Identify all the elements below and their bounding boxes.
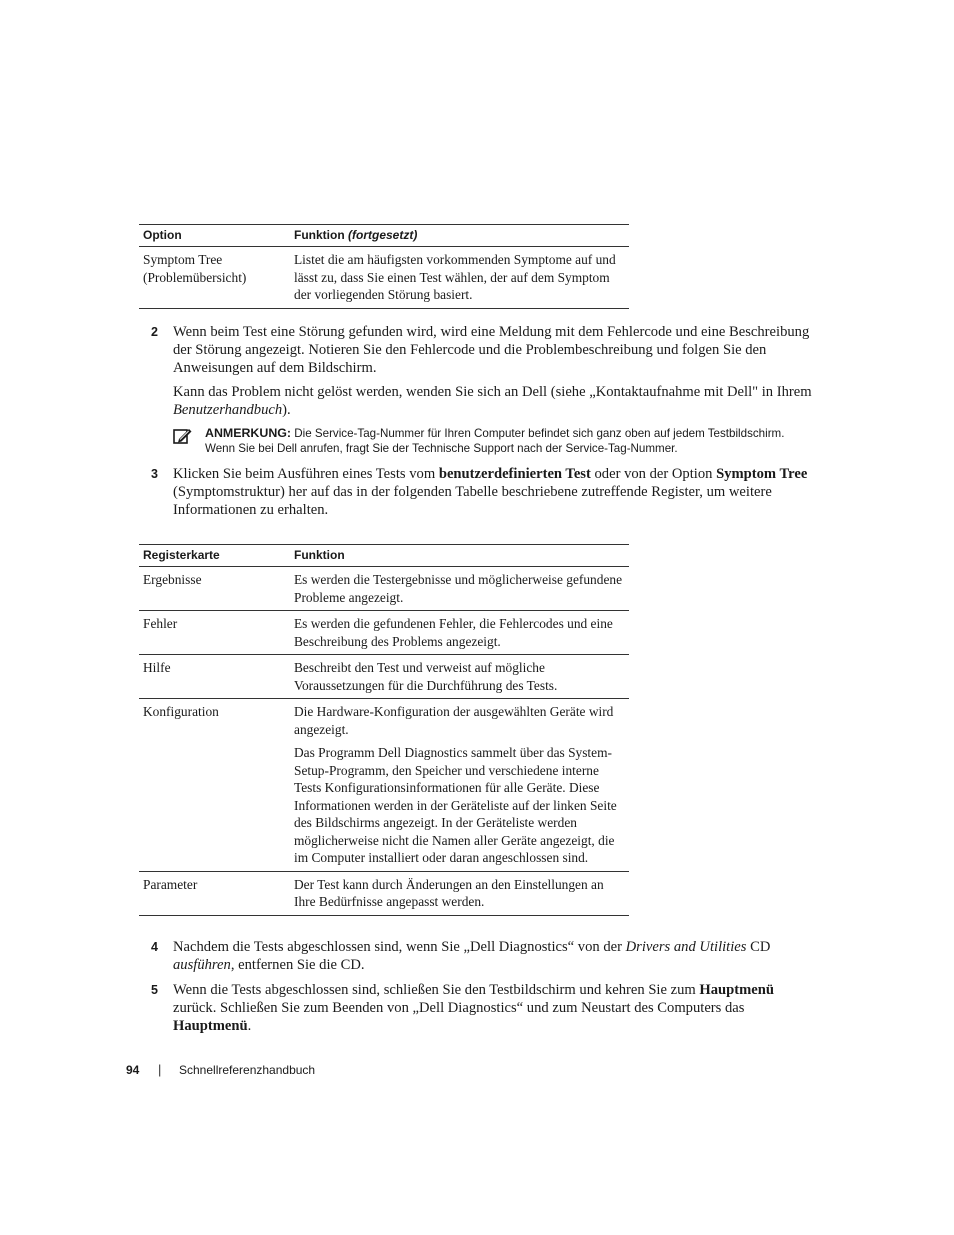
function-cell [290,699,629,872]
step-number: 5 [151,983,158,997]
function-cell [290,655,629,699]
step-text [173,465,816,519]
step-5 [151,981,816,1035]
text-segment: CD [746,939,771,955]
step-4 [151,938,816,974]
column-header-continued: (fortgesetzt) [348,228,418,242]
table-row [139,699,629,872]
function-text: Der Test kann durch Änderungen an den Einstellungen an Ihre Bedürfnisse angepasst werden. [294,876,604,909]
step-text [173,938,816,974]
step-number: 4 [151,940,158,954]
text-segment: Kann das Problem nicht gelöst werden, wenden Sie sich an Dell (siehe „Kontaktaufnahme mit Dell" in Ihrem [173,384,812,400]
emphasis: ausführen [173,957,231,973]
function-text: Die Hardware-Konfiguration der ausgewählten Geräte wird angezeigt. [294,704,614,737]
tab-cell: Parameter [139,871,290,915]
text-segment: Nachdem die Tests abgeschlossen sind, wenn Sie „Dell Diagnostics“ von der [173,939,626,955]
note-label: ANMERKUNG: [205,426,292,440]
tab-cell: Fehler [139,611,290,655]
table-header-row [139,545,629,567]
menu-name: Hauptmenü [699,982,774,998]
step-text: Wenn beim Test eine Störung gefunden wird, wird eine Meldung mit dem Fehlercode und eine Beschreibung der Störung angezeigt. Notieren Sie den Fehlercode und die Problembeschreibung und folgen Sie den Anweisungen auf dem Bildschirm. [173,324,810,376]
text-segment: . [247,1018,252,1034]
step-number: 3 [151,467,158,481]
column-header-function [290,225,629,247]
tab-cell: Konfiguration [139,699,290,872]
test-name: benutzerdefinierten Test [438,466,591,482]
function-text: Beschreibt den Test und verweist auf mögliche Voraussetzungen für die Durchführung des Tests. [294,660,558,693]
option-table [139,224,629,309]
text-segment: (Symptomstruktur) her auf das in der folgenden Tabelle beschriebene zutreffende Register, um weitere Informationen zu erhalten. [173,484,772,518]
register-table [139,544,629,916]
tab-cell: Hilfe [139,655,290,699]
step-paragraph [173,383,816,419]
footer-separator: | [158,1062,162,1077]
function-cell: Listet die am häufigsten vorkommenden Symptome auf und lässt zu, dass Sie einen Test wählen, der auf dem Symptom der vorliegenden Störung basiert. [290,247,629,309]
column-header-label: Funktion [294,228,345,242]
manual-title: Benutzerhandbuch [173,402,283,418]
function-text: Es werden die Testergebnisse und möglicherweise gefundene Probleme angezeigt. [294,572,623,605]
step-3 [151,465,816,519]
cd-name: Drivers and Utilities [625,939,747,955]
column-header-function: Funktion [290,545,629,567]
table-row [139,611,629,655]
table-header-row [139,225,629,247]
note-text: Die Service-Tag-Nummer für Ihren Computer befindet sich ganz oben auf jedem Testbildschirm. Wenn Sie bei Dell anrufen, fragt Sie der Technische Support nach der Service-Tag-Nummer. [205,427,785,455]
column-header-tab: Registerkarte [139,545,290,567]
footer-title: Schnellreferenzhandbuch [179,1063,316,1077]
text-segment: ). [282,402,291,418]
function-text: Das Programm Dell Diagnostics sammelt über das System-Setup-Programm, den Speicher und verschiedene interne Tests Konfigurationsinformationen für alle Geräte. Diese Informationen werden in der Geräteliste auf der linken Seite des Bildschirms angezeigt. In der Geräteliste werden möglicherweise nicht die Namen aller Geräte angezeigt, die im Computer installiert oder daran angeschlossen sind. [294,745,617,865]
table-row [139,871,629,915]
function-cell [290,871,629,915]
column-header-option: Option [139,225,290,247]
text-segment: oder von der Option [590,466,717,482]
table-row [139,655,629,699]
option-name: Symptom Tree [716,466,808,482]
function-cell [290,567,629,611]
note-box [173,426,803,456]
text-segment: , entfernen Sie die CD. [230,957,365,973]
step-text [173,981,816,1035]
step-number: 2 [151,325,158,339]
text-segment: zurück. Schließen Sie zum Beenden von „Dell Diagnostics“ und zum Neustart des Computers das [173,1000,745,1016]
step-2 [151,323,816,419]
text-segment: Klicken Sie beim Ausführen eines Tests vom [173,466,439,482]
function-text: Es werden die gefundenen Fehler, die Fehlercodes und eine Beschreibung des Problems angezeigt. [294,616,613,649]
tab-cell: Ergebnisse [139,567,290,611]
text-segment: Wenn die Tests abgeschlossen sind, schließen Sie den Testbildschirm und kehren Sie zum [173,982,700,998]
table-row [139,247,629,309]
menu-name: Hauptmenü [173,1018,248,1034]
option-cell: Symptom Tree (Problemübersicht) [139,247,290,309]
function-cell [290,611,629,655]
pencil-note-icon [173,427,193,445]
page-number: 94 [126,1063,140,1077]
table-row [139,567,629,611]
